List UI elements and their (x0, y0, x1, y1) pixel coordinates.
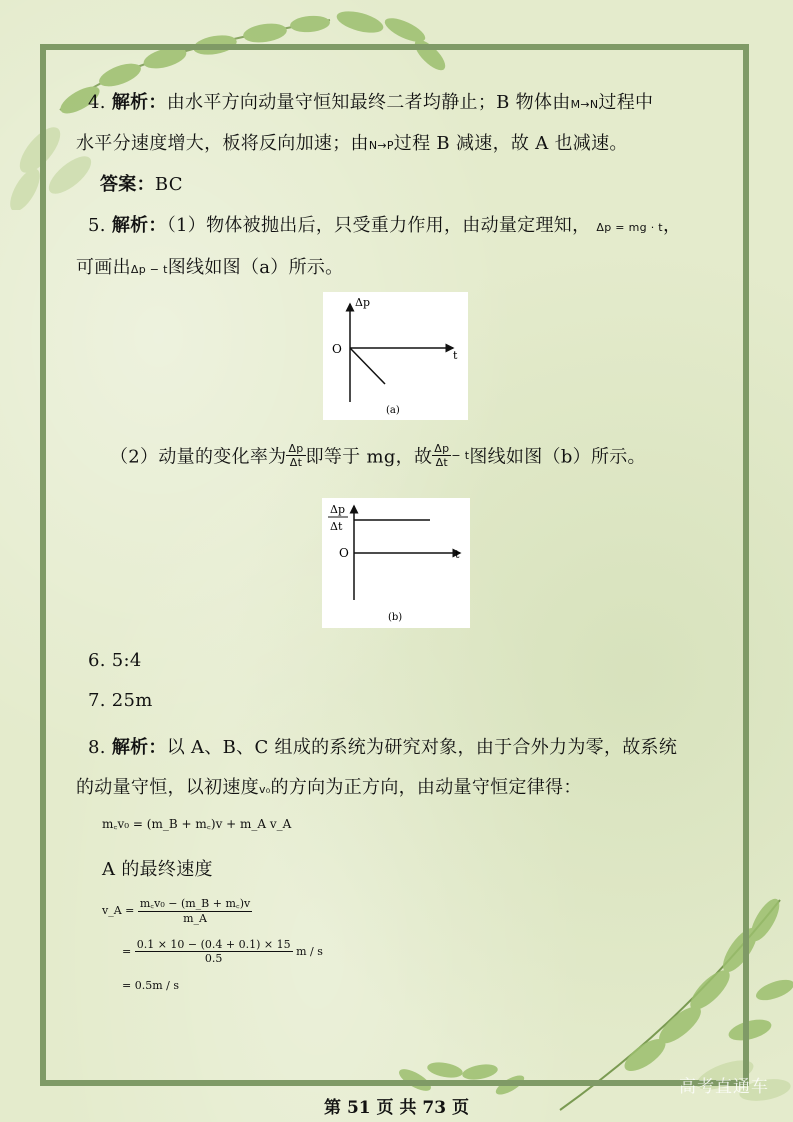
q5-fraction-2-tail: − t (451, 449, 470, 462)
q5-text-3a: （2）动量的变化率为 (110, 446, 287, 468)
q5-text-3b: 即等于 mg，故 (305, 446, 433, 468)
q5-text-2b: 图线如图（a）所示。 (167, 257, 344, 278)
figure-b-graph (322, 498, 470, 628)
q8-equation-4: = 0.5m / s (122, 979, 179, 992)
q5-text-1: （1）物体被抛出后，只受重力作用，由动量定理知， (166, 215, 591, 236)
q5-number: 5. (88, 215, 106, 236)
figure-b-origin: O (339, 546, 349, 560)
q4-answer-value: BC (154, 174, 183, 195)
figure-b-xlabel: t (455, 548, 460, 561)
q8-equation-2 (102, 896, 252, 925)
q8-equation-3 (122, 938, 323, 965)
figure-a-caption: (a) (386, 405, 400, 416)
q4-np-symbol: N→P (368, 139, 394, 152)
q8-v0-symbol: v₀ (259, 783, 271, 796)
q4-mn-symbol: M→N (570, 98, 599, 111)
q8-line-1 (88, 733, 677, 759)
q4-text-1: 由水平方向动量守恒知最终二者均静止；B 物体由 (166, 92, 571, 113)
q5-fraction-1-den: Δt (289, 456, 303, 469)
q5-text-2a: 可画出 (76, 257, 131, 278)
figure-b-ylabel-num: Δp (330, 503, 345, 516)
figure-a-graph (323, 292, 468, 420)
q5-line-3 (110, 442, 646, 482)
q8-eq3-den: 0.5 (204, 952, 223, 965)
q8-eq2-num: m꜀v₀ − (m_B + m꜀)v (139, 897, 251, 910)
q8-text-2a: 的动量守恒，以初速度 (76, 777, 259, 798)
q4-label: 解析： (111, 92, 167, 113)
figure-a-ylabel: Δp (355, 296, 370, 309)
q5-fraction-2 (432, 442, 451, 469)
q5-fraction-1-num: Δp (288, 442, 304, 455)
q8-eq3-unit: m / s (296, 945, 323, 958)
q8-label: 解析： (111, 737, 167, 758)
q6-line: 6. 5:4 (88, 650, 142, 671)
q8-equation-1: m꜀v₀ = (m_B + m꜀)v + m_A v_A (102, 817, 292, 831)
q8-eq2-fraction (138, 896, 252, 925)
q8-eq3-equals: = (122, 945, 132, 958)
figure-a-xlabel: t (453, 349, 458, 362)
watermark: 高考直通车 (679, 1077, 769, 1097)
figure-b-ylabel-den: Δt (330, 520, 343, 533)
q8-eq3-num: 0.1 × 10 − (0.4 + 0.1) × 15 (136, 938, 291, 951)
figure-a (323, 292, 468, 420)
q8-eq2-lhs: v_A = (102, 904, 135, 917)
q5-label: 解析： (111, 215, 167, 236)
q5-formula-1: Δp = mg · t (596, 221, 663, 234)
figure-a-origin: O (332, 342, 342, 356)
q5-fraction-1 (286, 442, 305, 469)
q4-number: 4. (88, 92, 106, 113)
q5-fraction-2-num: Δp (434, 442, 450, 455)
q5-text-3c: 图线如图（b）所示。 (469, 446, 646, 468)
q4-line-1 (88, 88, 653, 114)
page-footer: 第 51 页 共 73 页 (324, 1098, 469, 1118)
q7-line: 7. 25m (88, 690, 153, 711)
q4-answer (100, 170, 183, 196)
q8-eq3-fraction (135, 938, 293, 965)
q4-line-2 (76, 129, 628, 155)
q5-comma: ， (662, 215, 682, 236)
figure-b-caption: (b) (388, 612, 403, 623)
q5-formula-2: Δp − t (130, 263, 168, 276)
q4-text-2a: 水平分速度增大，板将反向加速；由 (76, 133, 369, 154)
q8-eq2-den: m_A (183, 912, 207, 925)
q8-line-2 (76, 773, 582, 799)
q4-answer-label: 答案： (100, 174, 155, 195)
q5-line-2 (76, 253, 343, 279)
q5-fraction-2-den: Δt (435, 456, 449, 469)
q8-line-3: A 的最终速度 (102, 859, 213, 880)
figure-b (322, 498, 470, 628)
q5-line-1 (88, 211, 681, 237)
q8-number: 8. (88, 737, 106, 758)
q8-text-2b: 的方向为正方向，由动量守恒定律得： (270, 777, 582, 798)
q8-text-1: 以 A、B、C 组成的系统为研究对象，由于合外力为零，故系统 (166, 737, 678, 758)
q4-text-1b: 过程中 (598, 92, 654, 113)
q4-text-2b: 过程 B 减速，故 A 也减速。 (393, 133, 628, 154)
figure-a-graph-line (350, 348, 385, 384)
